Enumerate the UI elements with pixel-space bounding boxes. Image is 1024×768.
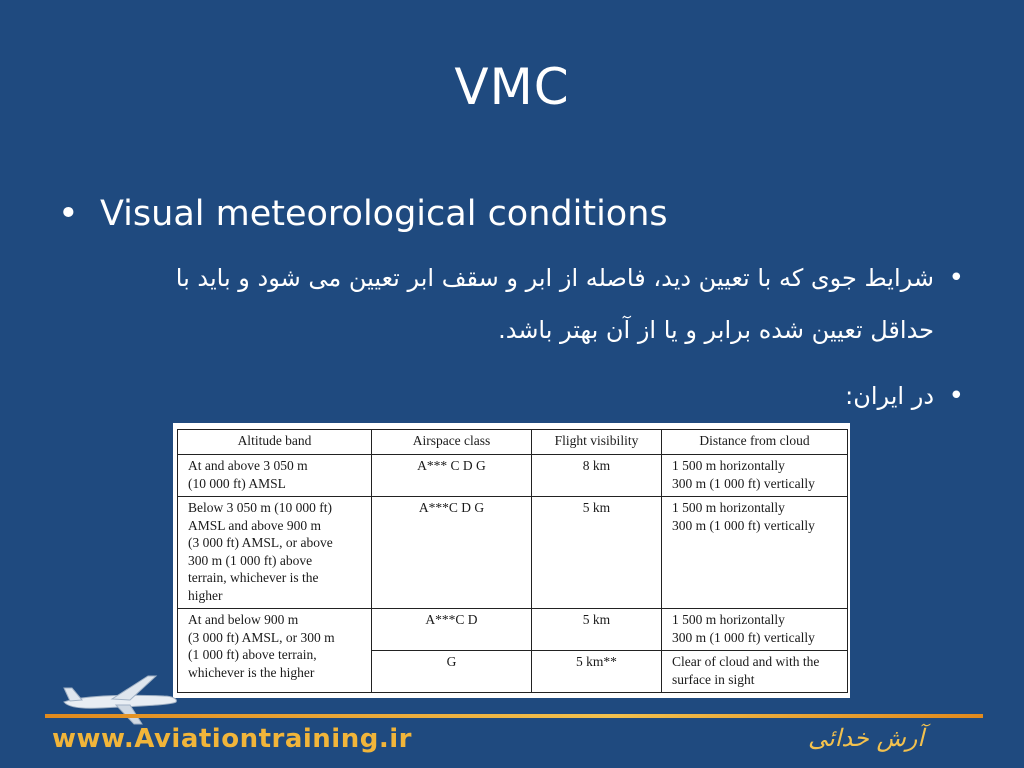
bullet-fa-in-iran xyxy=(845,370,964,422)
vmc-table xyxy=(177,429,848,693)
cell-visibility: 5 km xyxy=(532,497,662,609)
bullet-visual-meteorological-conditions xyxy=(58,190,668,238)
bullet-dot: • xyxy=(58,194,79,234)
header-airspace-class: Airspace class xyxy=(372,430,532,455)
cell-visibility: 8 km xyxy=(532,455,662,497)
cell-altitude: At and above 3 050 m (10 000 ft) AMSL xyxy=(178,455,372,497)
cell-altitude: Below 3 050 m (10 000 ft) AMSL and above 900 m (3 000 ft) AMSL, or above 300 m (1 000 ft) above terrain, whichever is the higher xyxy=(178,497,372,609)
slide-title: VMC xyxy=(454,58,570,116)
header-flight-visibility: Flight visibility xyxy=(532,430,662,455)
vmc-table-image xyxy=(173,423,850,698)
footer-divider xyxy=(45,714,983,718)
bullet-dot: • xyxy=(948,381,964,411)
bullet-fa-definition xyxy=(114,252,964,356)
cell-visibility: 5 km xyxy=(532,609,662,651)
airplane-icon xyxy=(60,672,180,732)
footer-website-link[interactable]: www.Aviationtraining.ir xyxy=(52,724,412,754)
cell-distance: Clear of cloud and with the surface in sight xyxy=(662,651,848,693)
cell-distance: 1 500 m horizontally 300 m (1 000 ft) vertically xyxy=(662,609,848,651)
header-altitude-band: Altitude band xyxy=(178,430,372,455)
bullet-text-fa: شرایط جوی که با تعیین دید، فاصله از ابر و سقف ابر تعیین می شود و باید با حداقل تعیین شده برابر و یا از آن بهتر باشد. xyxy=(175,264,934,344)
cell-visibility: 5 km** xyxy=(532,651,662,693)
footer-logo: آرش خدائی xyxy=(808,724,924,752)
cell-distance: 1 500 m horizontally 300 m (1 000 ft) vertically xyxy=(662,497,848,609)
cell-altitude: At and below 900 m (3 000 ft) AMSL, or 300 m (1 000 ft) above terrain, whichever is the higher xyxy=(178,609,372,693)
header-distance-from-cloud: Distance from cloud xyxy=(662,430,848,455)
cell-class: G xyxy=(372,651,532,693)
cell-class: A***C D G xyxy=(372,497,532,609)
table-row xyxy=(178,497,848,609)
cell-class: A***C D xyxy=(372,609,532,651)
bullet-text-fa: در ایران: xyxy=(845,382,934,410)
bullet-text: Visual meteorological conditions xyxy=(100,194,668,234)
cell-class: A*** C D G xyxy=(372,455,532,497)
table-row xyxy=(178,455,848,497)
table-row xyxy=(178,609,848,651)
table-header-row xyxy=(178,430,848,455)
bullet-dot: • xyxy=(948,263,964,293)
cell-distance: 1 500 m horizontally 300 m (1 000 ft) vertically xyxy=(662,455,848,497)
